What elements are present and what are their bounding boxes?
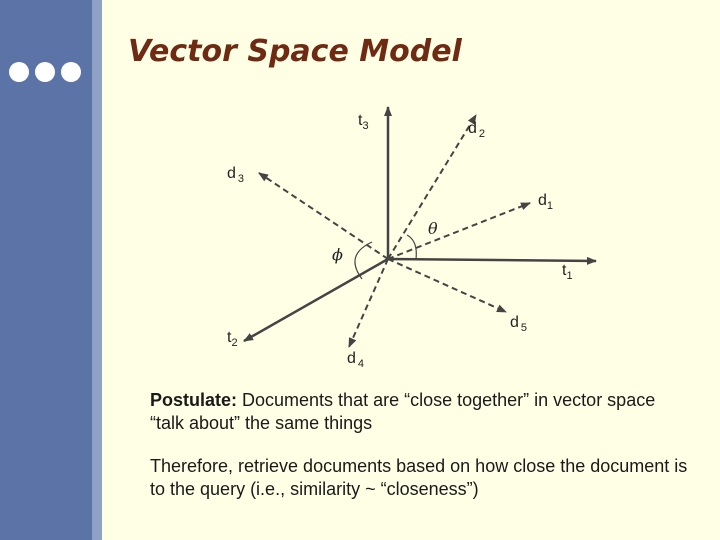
decorative-dots xyxy=(9,62,81,82)
slide-title: Vector Space Model xyxy=(128,34,462,69)
dot-icon xyxy=(9,62,29,82)
therefore-paragraph: Therefore, retrieve documents based on how close the document is to the query (i.e., similarity ~ “closeness”) xyxy=(150,456,688,499)
label-t3: $t_3$ xyxy=(358,112,369,132)
vector-d4 xyxy=(349,259,388,347)
postulate-label: Postulate: xyxy=(150,390,238,410)
dot-icon xyxy=(61,62,81,82)
vector-d3 xyxy=(259,173,388,259)
vector-d1 xyxy=(388,203,530,259)
label-theta: θ xyxy=(428,219,438,238)
label-d2: d $_2$ xyxy=(468,120,486,140)
axis-t2 xyxy=(244,259,388,341)
label-d5: d $_5$ xyxy=(510,314,528,334)
label-d4: d $_4$ xyxy=(347,350,365,370)
axis-t1 xyxy=(388,259,596,261)
label-t2: $t_2$ xyxy=(227,329,238,349)
vector-diagram-svg xyxy=(150,95,650,385)
angle-theta-arc xyxy=(407,235,416,259)
label-d3: d $_3$ xyxy=(227,165,245,185)
label-phi: ϕ xyxy=(332,245,343,264)
dot-icon xyxy=(35,62,55,82)
postulate-paragraph xyxy=(150,389,690,435)
vector-space-diagram xyxy=(150,95,650,385)
label-t1: $t_1$ xyxy=(562,262,573,282)
vector-d5 xyxy=(388,259,506,312)
postulate-body: Documents that are “close together” in vector space “talk about” the same things xyxy=(150,390,656,433)
sidebar-edge xyxy=(92,0,102,540)
label-d1: $d_1$ xyxy=(538,192,554,212)
